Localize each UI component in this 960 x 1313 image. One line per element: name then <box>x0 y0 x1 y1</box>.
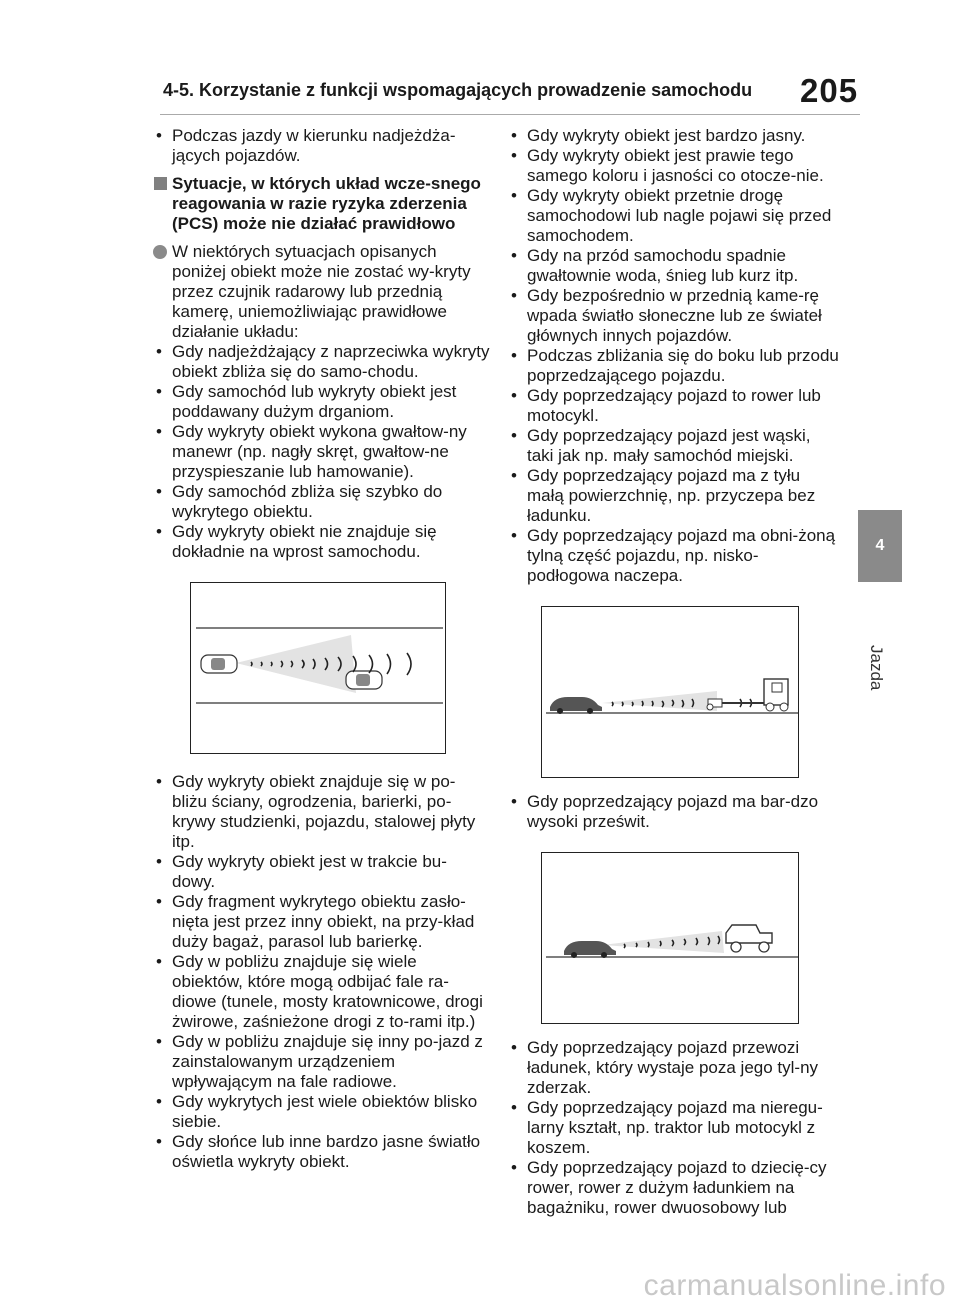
oncoming-vehicle-illustration <box>191 583 447 755</box>
conditions-list-4 <box>505 792 840 832</box>
list-item: • Gdy poprzedzający pojazd to rower lub motocykl. <box>505 386 840 426</box>
list-item: • Gdy poprzedzający pojazd przewozi ładunek, który wystaje poza jego tyl-ny zderzak. <box>505 1038 840 1098</box>
conditions-list-3 <box>505 126 840 586</box>
right-column <box>505 126 840 1218</box>
list-item: • Gdy poprzedzający pojazd ma nieregu-larny kształt, np. traktor lub motocykl z koszem. <box>505 1098 840 1158</box>
circle-bullet-paragraph: W niektórych sytuacjach opisanych poniżej obiekt może nie zostać wy-kryty przez czujnik radarowy lub przednią kamerę, uniemożliwiając prawidłowe działanie układu: <box>150 242 490 342</box>
figure-high-clearance <box>541 852 799 1024</box>
list-item: • Gdy wykryty obiekt jest bardzo jasny. <box>505 126 840 146</box>
list-item: • Gdy samochód zbliża się szybko do wykrytego obiektu. <box>150 482 490 522</box>
conditions-list-1 <box>150 342 490 562</box>
list-item: • Gdy wykryty obiekt znajduje się w po-bliżu ściany, ogrodzenia, barierki, po-krywy studzienki, pojazdu, stalowej płyty itp. <box>150 772 490 852</box>
chapter-tab <box>858 510 902 582</box>
list-item: • Gdy wykryty obiekt przetnie drogę samochodowi lub nagle pojawi się przed samochodem. <box>505 186 840 246</box>
list-item: • Gdy bezpośrednio w przednią kame-rę wpada światło słoneczne lub ze świateł głównych innych pojazdów. <box>505 286 840 346</box>
list-item: • Gdy poprzedzający pojazd ma bar-dzo wysoki prześwit. <box>505 792 840 832</box>
conditions-list-5 <box>505 1038 840 1218</box>
section-heading: Sytuacje, w których układ wcze-snego reagowania w razie ryzyka zderzenia (PCS) może nie działać prawidłowo <box>150 174 490 234</box>
list-item: • Gdy poprzedzający pojazd ma z tyłu małą powierzchnię, np. przyczepa bez ładunku. <box>505 466 840 526</box>
list-item: • Gdy wykryty obiekt jest w trakcie bu-dowy. <box>150 852 490 892</box>
list-item: • Gdy na przód samochodu spadnie gwałtownie woda, śnieg lub kurz itp. <box>505 246 840 286</box>
list-item: • Podczas zbliżania się do boku lub przodu poprzedzającego pojazdu. <box>505 346 840 386</box>
intro-list <box>150 126 490 166</box>
own-car-icon <box>564 941 616 955</box>
square-bullet-icon <box>154 177 167 190</box>
list-item: • Gdy poprzedzający pojazd ma obni-żoną tylną część pojazdu, np. nisko-podłogowa naczepa. <box>505 526 840 586</box>
list-item: • Gdy słońce lub inne bardzo jasne światło oświetla wykryty obiekt. <box>150 1132 490 1172</box>
list-item: • Gdy poprzedzający pojazd to dziecię-cy rower, rower z dużym ładunkiem na bagażniku, rower dwuosobowy lub <box>505 1158 840 1218</box>
running-header: 4-5. Korzystanie z funkcji wspomagających prowadzenie samochodu <box>163 80 753 100</box>
own-car-icon <box>550 697 602 711</box>
list-item: • Gdy wykrytych jest wiele obiektów blisko siebie. <box>150 1092 490 1132</box>
list-item: • Gdy nadjeżdżający z naprzeciwka wykryty obiekt zbliża się do samo-chodu. <box>150 342 490 382</box>
circle-bullet-icon <box>153 245 167 259</box>
list-item: • Gdy samochód lub wykryty obiekt jest poddawany dużym drganiom. <box>150 382 490 422</box>
header-rule <box>160 114 860 115</box>
left-column <box>150 126 490 1172</box>
page-number: 205 <box>800 72 859 109</box>
chapter-tab-number: 4 <box>875 537 885 554</box>
watermark: carmanualsonline.info <box>643 1269 946 1302</box>
list-item: • Podczas jazdy w kierunku nadjeżdża-jących pojazdów. <box>150 126 490 166</box>
list-item: • Gdy poprzedzający pojazd jest wąski, taki jak np. mały samochód miejski. <box>505 426 840 466</box>
list-item: • Gdy w pobliżu znajduje się inny po-jazd z zainstalowanym urządzeniem wpływającym na fale radiowe. <box>150 1032 490 1092</box>
list-item: • Gdy wykryty obiekt nie znajduje się dokładnie na wprost samochodu. <box>150 522 490 562</box>
high-clearance-illustration <box>542 853 800 1025</box>
chapter-label: Jazda <box>867 645 886 691</box>
list-item: • Gdy fragment wykrytego obiektu zasło-nięta jest przez inny obiekt, na przy-kład duży bagaż, parasol lub barierkę. <box>150 892 490 952</box>
conditions-list-2 <box>150 772 490 1172</box>
list-item: • Gdy wykryty obiekt jest prawie tego samego koloru i jasności co otocze-nie. <box>505 146 840 186</box>
figure-low-trailer <box>541 606 799 778</box>
figure-oncoming-vehicle <box>190 582 446 754</box>
low-trailer-illustration <box>542 607 800 779</box>
high-clearance-vehicle-icon <box>726 925 772 943</box>
list-item: • Gdy w pobliżu znajduje się wiele obiektów, które mogą odbijać fale ra-diowe (tunele, mosty kratownicowe, drogi żwirowe, zaśnieżone drogi z to-rami itp.) <box>150 952 490 1032</box>
list-item: • Gdy wykryty obiekt wykona gwałtow-ny manewr (np. nagły skręt, gwałtow-ne przyspieszanie lub hamowanie). <box>150 422 490 482</box>
